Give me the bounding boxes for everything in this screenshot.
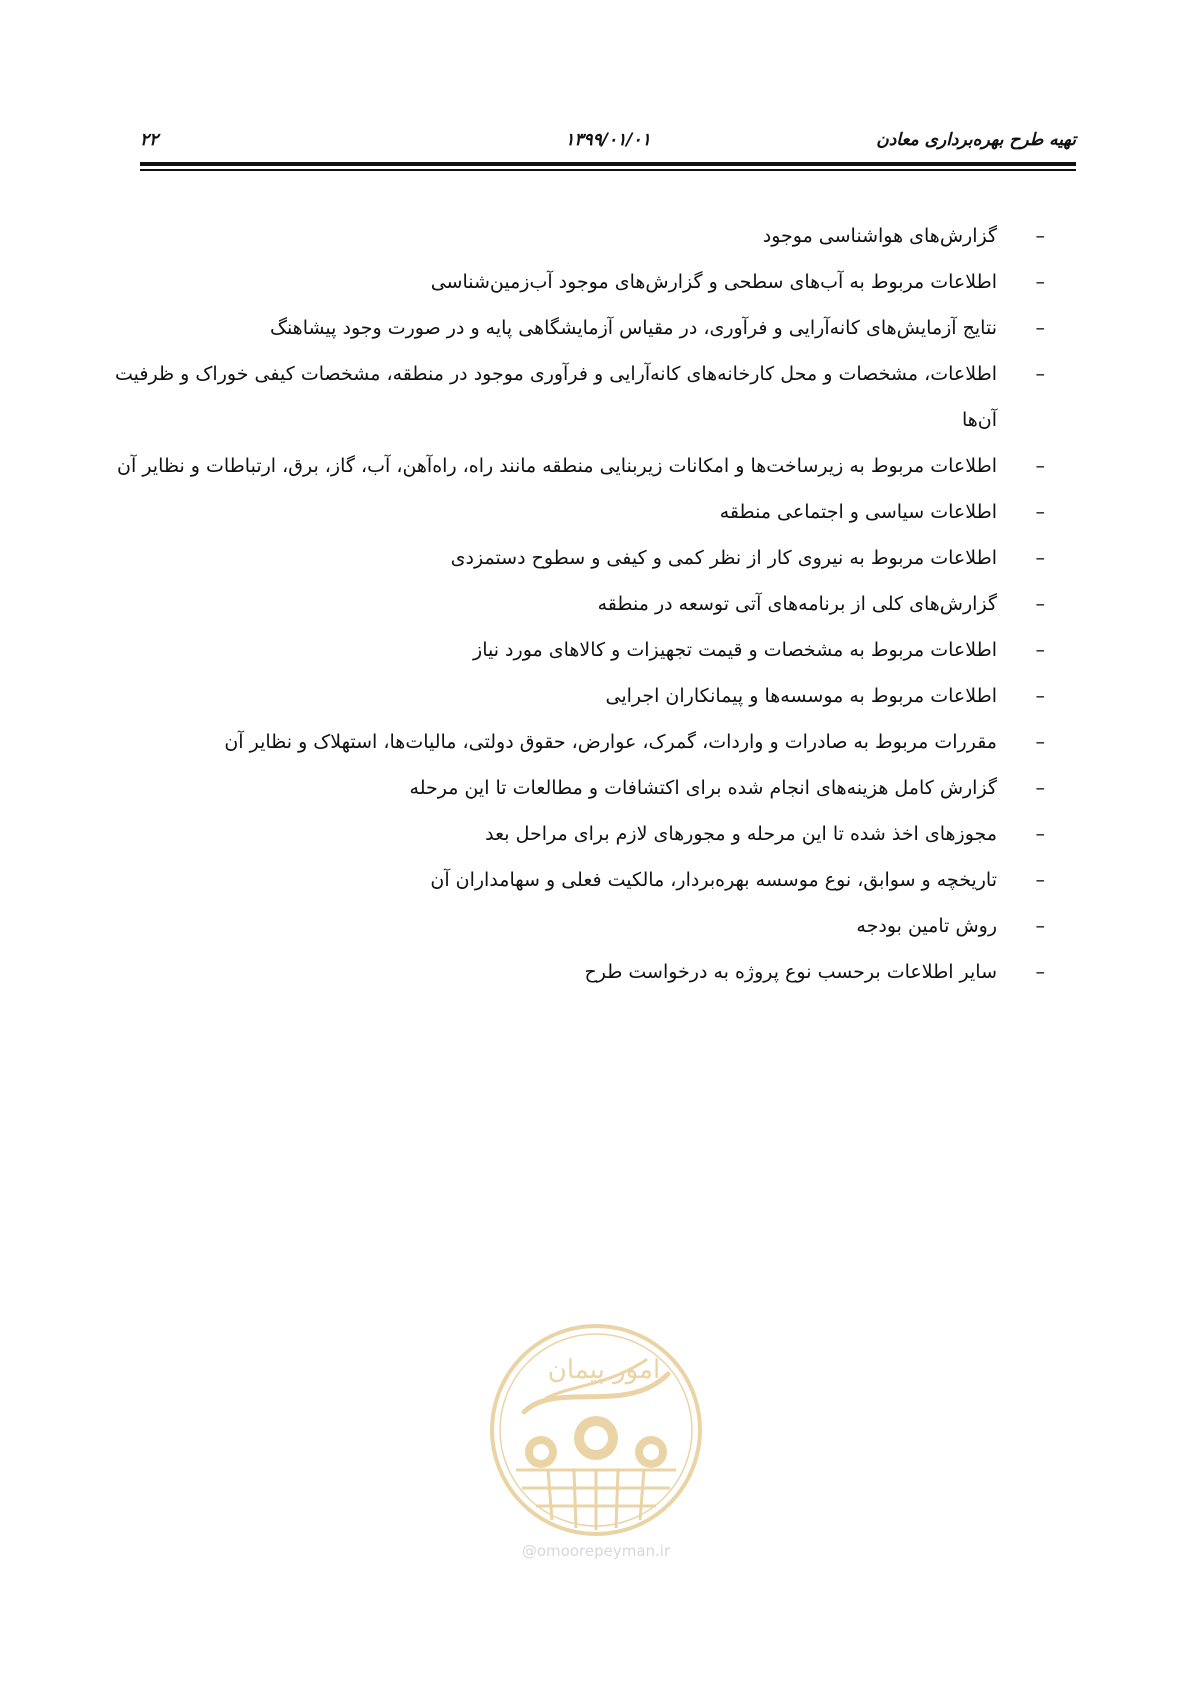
bullet-dash-icon: – [1035, 685, 1045, 707]
list-item-text: سایر اطلاعات برحسب نوع پروژه به درخواست طرح [584, 961, 997, 983]
list-item [115, 259, 1051, 305]
list-item [115, 305, 1051, 351]
bullet-dash-icon: – [1035, 225, 1045, 247]
bullet-dash-icon: – [1035, 501, 1045, 523]
list-item [115, 489, 1051, 535]
list-item [115, 719, 1051, 765]
page-header [140, 128, 1076, 152]
list-item [115, 627, 1051, 673]
bullet-dash-icon: – [1035, 915, 1045, 937]
list-item [115, 903, 1051, 949]
list-item-text: گزارش کامل هزینه‌های انجام شده برای اکتشافات و مطالعات تا این مرحله [409, 777, 997, 799]
bullet-dash-icon: – [1035, 639, 1045, 661]
list-item [115, 351, 1051, 443]
list-item-text: نتایج آزمایش‌های کانه‌آرایی و فرآوری، در مقیاس آزمایشگاهی پایه و در صورت وجود پیشاهنگ [269, 317, 997, 339]
bullet-dash-icon: – [1035, 869, 1045, 891]
bullet-dash-icon: – [1035, 593, 1045, 615]
list-item [115, 949, 1051, 995]
bullet-dash-icon: – [1035, 547, 1045, 569]
list-item-text: مقررات مربوط به صادرات و واردات، گمرک، عوارض، حقوق دولتی، مالیات‌ها، استهلاک و نظایر آن [224, 731, 997, 753]
header-rule-thin [140, 169, 1076, 171]
list-item-text: تاریخچه و سوابق، نوع موسسه بهره‌بردار، مالکیت فعلی و سهامداران آن [430, 869, 997, 891]
list-item-text: اطلاعات مربوط به مشخصات و قیمت تجهیزات و کالاهای مورد نیاز [473, 639, 997, 661]
list-item [115, 213, 1051, 259]
bullet-dash-icon: – [1035, 271, 1045, 293]
header-rule-thick [140, 162, 1076, 166]
document-title: تهیه طرح بهره‌برداری معادن [876, 130, 1076, 150]
watermark-stamp [486, 1320, 706, 1570]
list-item-text: گزارش‌های هواشناسی موجود [762, 225, 997, 247]
list-item [115, 581, 1051, 627]
list-item-text: روش تامین بودجه [856, 915, 997, 937]
bullet-dash-icon: – [1035, 363, 1045, 385]
list-item-text: اطلاعات، مشخصات و محل کارخانه‌های کانه‌آرایی و فرآوری موجود در منطقه، مشخصات کیفی خوراک و ظرفیت آن‌ها [115, 363, 997, 431]
list-item-text: اطلاعات مربوط به نیروی کار از نظر کمی و کیفی و سطوح دستمزدی [450, 547, 997, 569]
list-item-text: اطلاعات سیاسی و اجتماعی منطقه [719, 501, 997, 523]
bullet-dash-icon: – [1035, 455, 1045, 477]
list-item-text: مجوزهای اخذ شده تا این مرحله و مجورهای لازم برای مراحل بعد [485, 823, 997, 845]
list-item-text: اطلاعات مربوط به زیرساخت‌ها و امکانات زیربنایی منطقه مانند راه، راه‌آهن، آب، گاز، برق، ارتباطات و نظایر آن [117, 455, 997, 477]
list-item [115, 443, 1051, 489]
list-item-text: اطلاعات مربوط به موسسه‌ها و پیمانکاران اجرایی [605, 685, 997, 707]
watermark-logo-icon [486, 1320, 706, 1540]
list-item [115, 857, 1051, 903]
bullet-dash-icon: – [1035, 961, 1045, 983]
document-date: ۱۳۹۹/۰۱/۰۱ [565, 130, 651, 150]
list-item-text: اطلاعات مربوط به آب‌های سطحی و گزارش‌های موجود آب‌زمین‌شناسی [430, 271, 997, 293]
list-item-text: گزارش‌های کلی از برنامه‌های آتی توسعه در منطقه [597, 593, 997, 615]
watermark-logo-text: امور پیمان [547, 1355, 661, 1385]
page-number: ۲۲ [140, 130, 159, 150]
bullet-dash-icon: – [1035, 823, 1045, 845]
list-item [115, 765, 1051, 811]
bullet-dash-icon: – [1035, 731, 1045, 753]
list-item [115, 535, 1051, 581]
list-item [115, 673, 1051, 719]
watermark-url: @omoorepeyman.ir [521, 1542, 671, 1560]
bullet-dash-icon: – [1035, 777, 1045, 799]
requirements-list [115, 213, 1051, 995]
bullet-dash-icon: – [1035, 317, 1045, 339]
list-item [115, 811, 1051, 857]
